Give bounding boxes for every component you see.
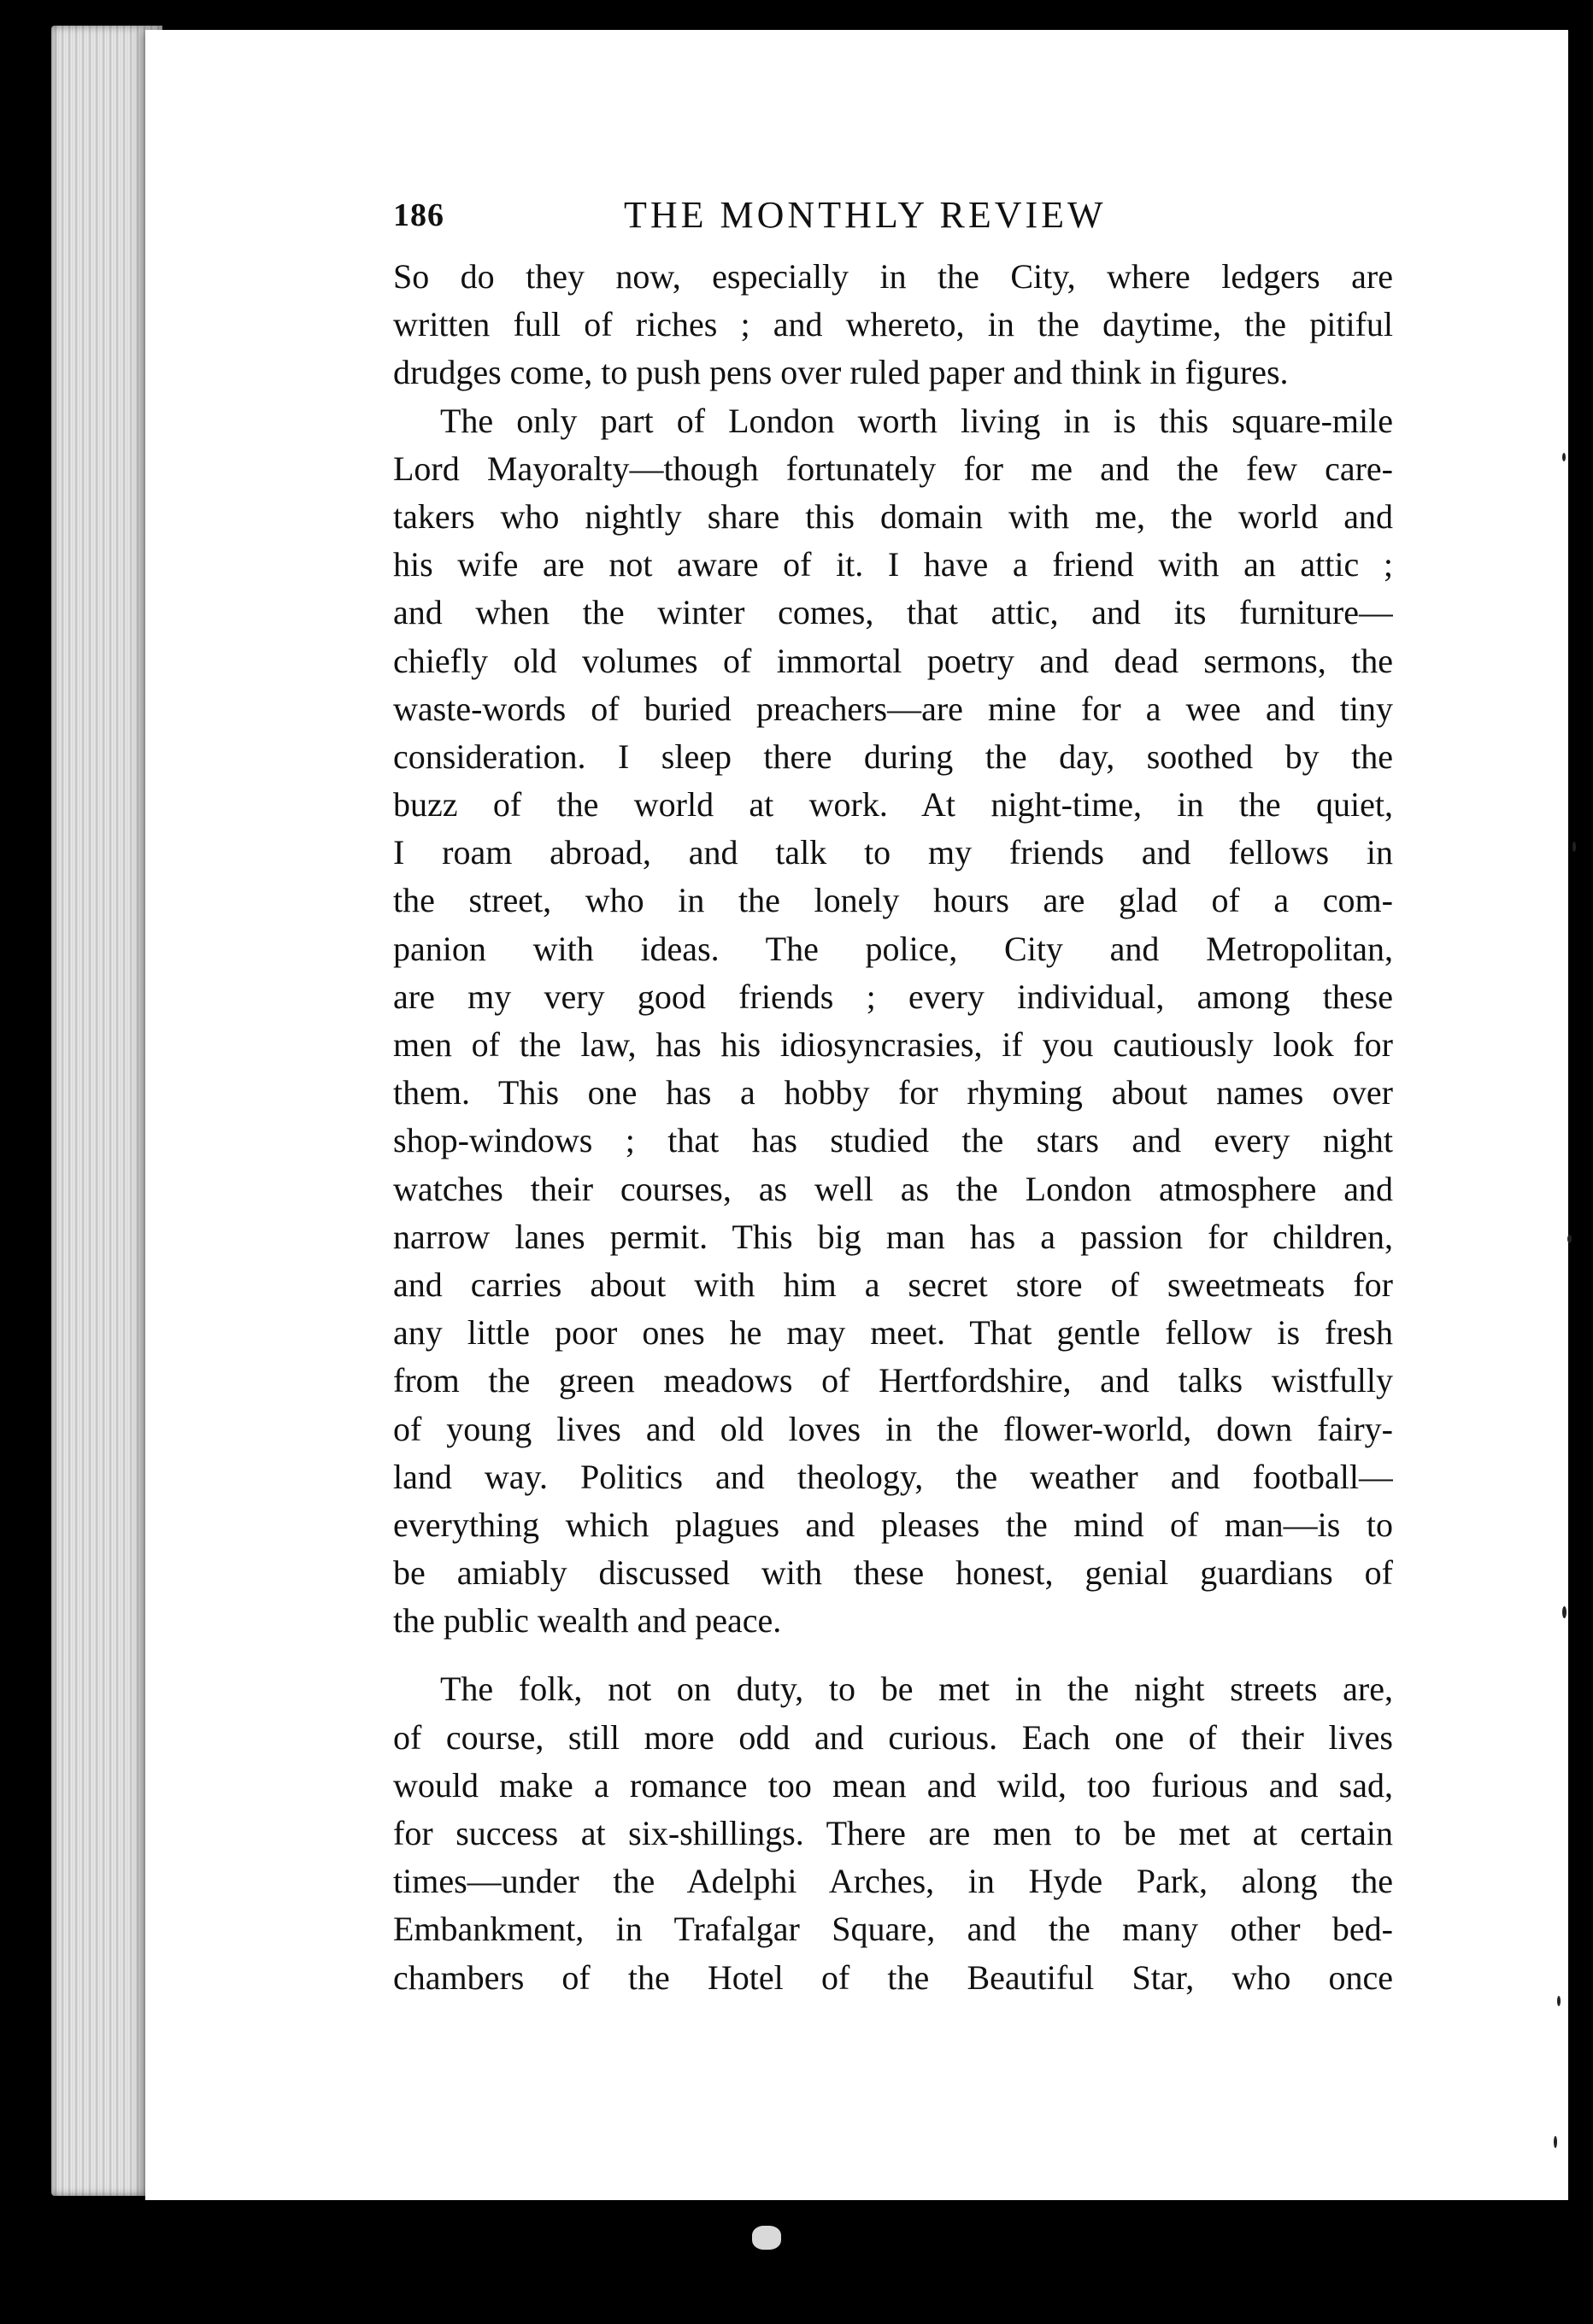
page-number: 186: [393, 197, 444, 233]
paragraph-3: [393, 1665, 1393, 2001]
body-text: [393, 253, 1393, 2002]
scan-smudge: [752, 2226, 781, 2250]
text-line: waste-words of buried preachers—are mine for a wee and tiny: [393, 689, 1393, 728]
text-line: drudges come, to push pens over ruled paper and think in figures.: [393, 353, 1289, 392]
text-line: times—under the Adelphi Arches, in Hyde Park, along the: [393, 1862, 1393, 1901]
text-line: shop-windows ; that has studied the stars and every night: [393, 1121, 1393, 1160]
scan-speck: [1554, 2136, 1557, 2148]
paragraph-2: [393, 397, 1393, 1646]
text-line: Lord Mayoralty—though fortunately for me and the few care-: [393, 449, 1393, 488]
text-line: any little poor ones he may meet. That gentle fellow is fresh: [393, 1313, 1393, 1353]
text-line: chambers of the Hotel of the Beautiful Star, who once: [393, 1957, 1393, 1997]
text-line: written full of riches ; and whereto, in the daytime, the pitiful: [393, 305, 1393, 344]
text-line: and when the winter comes, that attic, and its furniture—: [393, 593, 1393, 632]
text-line: them. This one has a hobby for rhyming about names over: [393, 1073, 1393, 1112]
scan-speck: [1557, 1996, 1561, 2006]
text-line: men of the law, has his idiosyncrasies, if you cautiously look for: [393, 1025, 1393, 1064]
text-line: watches their courses, as well as the London atmosphere and: [393, 1169, 1393, 1208]
running-head: THE MONTHLY REVIEW: [624, 194, 1107, 236]
text-line: consideration. I sleep there during the day, soothed by the: [393, 737, 1393, 776]
text-line: narrow lanes permit. This big man has a passion for children,: [393, 1217, 1393, 1256]
text-line: are my very good friends ; every individual, among these: [393, 977, 1393, 1016]
text-line: The folk, not on duty, to be met in the night streets are,: [440, 1670, 1393, 1709]
text-line: So do they now, especially in the City, where ledgers are: [393, 257, 1393, 296]
scan-speck: [1572, 842, 1576, 852]
text-line: The only part of London worth living in is this square-mile: [440, 401, 1393, 440]
text-line: of course, still more odd and curious. Each one of their lives: [393, 1717, 1393, 1757]
text-line: everything which plagues and pleases the mind of man—is to: [393, 1505, 1393, 1544]
scan-speck: [1567, 1235, 1572, 1243]
text-line: his wife are not aware of it. I have a friend with an attic ;: [393, 545, 1393, 584]
text-line: buzz of the world at work. At night-time, in the quiet,: [393, 785, 1393, 825]
text-line: chiefly old volumes of immortal poetry and dead sermons, the: [393, 641, 1393, 680]
text-line: be amiably discussed with these honest, genial guardians of: [393, 1553, 1393, 1593]
page-header: [393, 193, 1406, 244]
scan-speck: [1562, 453, 1566, 461]
paragraph-gap: [393, 1645, 1393, 1665]
scan-speck: [1562, 1606, 1567, 1618]
text-line: panion with ideas. The police, City and Metropolitan,: [393, 929, 1393, 968]
text-line: land way. Politics and theology, the weather and football—: [393, 1457, 1393, 1496]
text-line: for success at six-shillings. There are men to be met at certain: [393, 1814, 1393, 1852]
text-line: takers who nightly share this domain with me, the world and: [393, 496, 1393, 536]
text-line: would make a romance too mean and wild, too furious and sad,: [393, 1765, 1393, 1805]
text-line: the public wealth and peace.: [393, 1601, 782, 1640]
text-line: from the green meadows of Hertfordshire, and talks wistfully: [393, 1361, 1393, 1400]
text-line: and carries about with him a secret store of sweetmeats for: [393, 1265, 1393, 1304]
text-line: I roam abroad, and talk to my friends and fellows in: [393, 833, 1393, 872]
text-line: Embankment, in Trafalgar Square, and the many other bed-: [393, 1910, 1393, 1949]
paragraph-1: [393, 253, 1393, 397]
text-line: the street, who in the lonely hours are glad of a com-: [393, 881, 1393, 920]
text-line: of young lives and old loves in the flower-world, down fairy-: [393, 1409, 1393, 1448]
